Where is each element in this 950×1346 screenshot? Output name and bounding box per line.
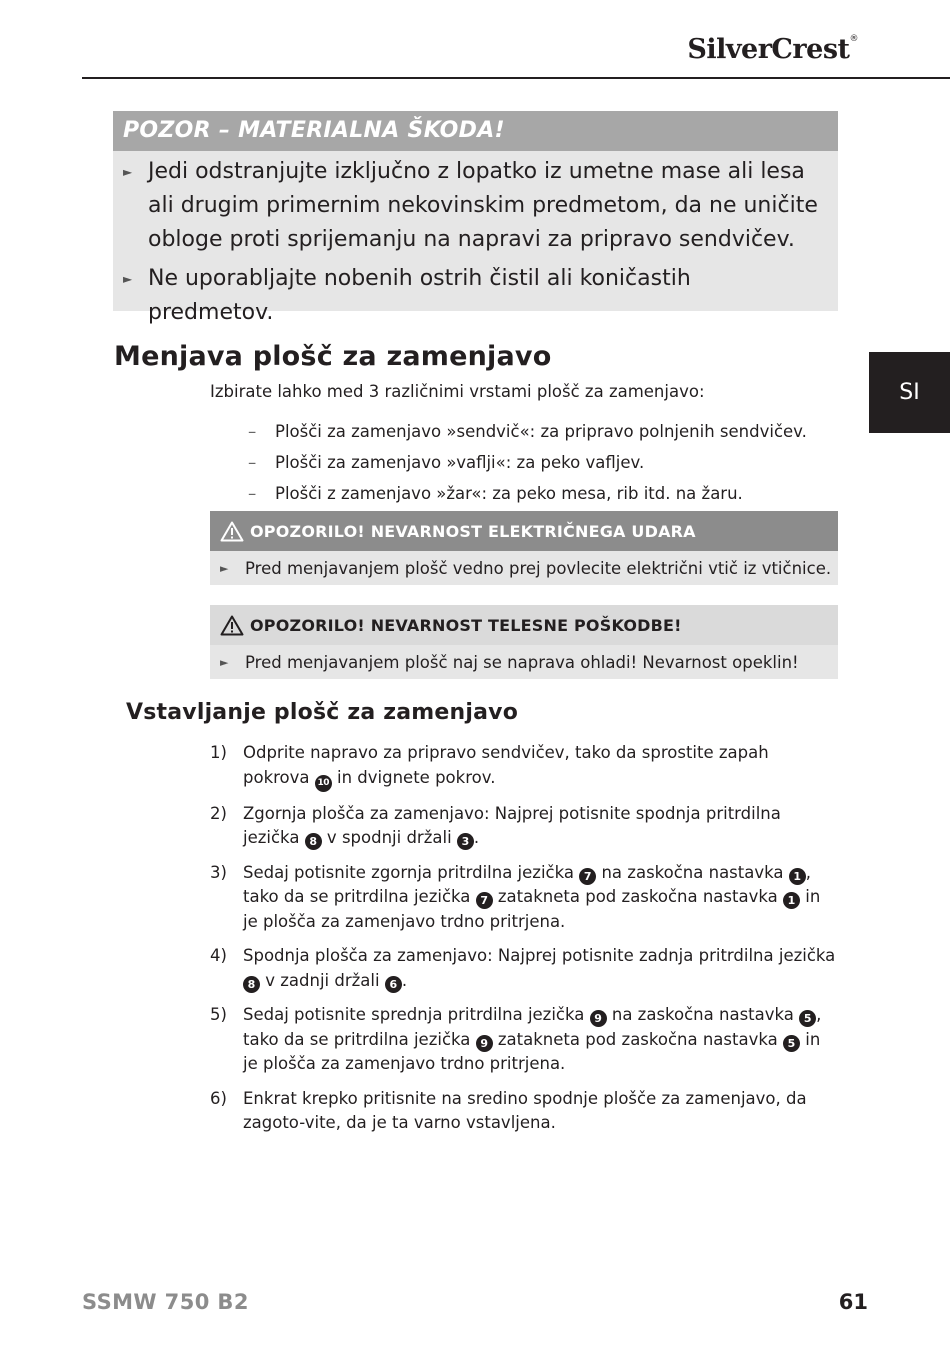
warning-title: OPOZORILO! NEVARNOST TELESNE POŠKODBE! <box>210 605 838 645</box>
part-number-badge: 3 <box>457 833 474 850</box>
language-tab: SI <box>869 352 950 433</box>
list-item: – Plošči z zamenjavo »žar«: za peko mesa, rib itd. na žaru. <box>248 484 743 503</box>
caution-box <box>113 111 838 325</box>
part-number-badge: 5 <box>799 1010 816 1027</box>
part-number-badge: 6 <box>385 976 402 993</box>
subsection-heading: Vstavljanje plošč za zamenjavo <box>126 700 519 725</box>
step-item: 5) Sedaj potisnite sprednja pritrdilna jezička 9 na zaskočna nastavka 5 , tako da se pritrdilna jezička 9 zatakneta pod zaskočna nastavka 5 in je plošča za zamenjavo trdno pritrjena. <box>210 1005 822 1073</box>
step-item: 2) Zgornja plošča za zamenjavo: Najprej potisnite spodnja pritrdilna jezička 8 v spodnji držali 3 . <box>210 803 781 848</box>
header-rule <box>82 77 950 79</box>
list-item: – Plošči za zamenjavo »vaflji«: za peko vafljev. <box>248 453 645 472</box>
part-number-badge: 1 <box>783 892 800 909</box>
warning-text: ► Pred menjavanjem plošč naj se naprava ohladi! Nevarnost opeklin! <box>210 645 838 679</box>
part-number-badge: 5 <box>783 1035 800 1052</box>
warning-triangle-icon <box>220 521 244 542</box>
arrow-icon: ► <box>220 561 229 575</box>
arrow-icon: ► <box>220 655 229 669</box>
warning-triangle-icon <box>220 615 244 636</box>
arrow-icon: ► <box>123 165 133 179</box>
arrow-icon: ► <box>123 272 133 286</box>
model-number: SSMW 750 B2 <box>82 1290 249 1314</box>
part-number-badge: 9 <box>476 1035 493 1052</box>
part-number-badge: 1 <box>789 868 806 885</box>
page-number: 61 <box>838 1290 868 1314</box>
part-number-badge: 9 <box>590 1010 607 1027</box>
step-item: 3) Sedaj potisnite zgornja pritrdilna jezička 7 na zaskočna nastavka 1 , tako da se pritrdilna jezička 7 zatakneta pod zaskočna nastavka 1 in je plošča za zamenjavo trdno pritrjena. <box>210 862 821 931</box>
plate-type-list <box>248 421 807 514</box>
part-number-badge: 7 <box>476 892 493 909</box>
part-number-badge: 8 <box>243 976 260 993</box>
step-item: 4) Spodnja plošča za zamenjavo: Najprej potisnite zadnja pritrdilna jezička 8 v zadnji držali 6 . <box>210 946 836 991</box>
step-list <box>210 741 840 1146</box>
part-number-badge: 8 <box>305 833 322 850</box>
section-intro: Izbirate lahko med 3 različnimi vrstami plošč za zamenjavo: <box>210 382 705 401</box>
list-item: – Plošči za zamenjavo »sendvič«: za pripravo polnjenih sendvičev. <box>248 422 807 441</box>
caution-item: ► Ne uporabljajte nobenih ostrih čistil ali koničastih predmetov. <box>113 262 838 330</box>
part-number-badge: 10 <box>315 775 332 792</box>
warning-text: ► Pred menjavanjem plošč vedno prej povlecite električni vtič iz vtičnice. <box>210 551 838 585</box>
part-number-badge: 7 <box>579 868 596 885</box>
step-item: 1) Odprite napravo za pripravo sendvičev, tako da sprostite zapah pokrova 10 in dvignete pokrov. <box>210 741 840 792</box>
warning-injury <box>210 605 838 679</box>
brand-logo: SilverCrest® <box>687 34 858 65</box>
warning-title: OPOZORILO! NEVARNOST ELEKTRIČNEGA UDARA <box>210 511 838 551</box>
caution-title: POZOR – MATERIALNA ŠKODA! <box>113 111 838 151</box>
step-item: 6) Enkrat krepko pritisnite na sredino spodnje plošče za zamenjavo, da zagoto-vite, da je ta varno vstavljena. <box>210 1088 807 1132</box>
caution-item: ► Jedi odstranjujte izključno z lopatko iz umetne mase ali lesa ali drugim primernim nekovinskim predmetom, da ne uničite obloge proti sprijemanju na napravi za pripravo sendvičev. <box>113 155 838 257</box>
warning-electric-shock <box>210 511 838 585</box>
section-heading: Menjava plošč za zamenjavo <box>114 341 552 372</box>
